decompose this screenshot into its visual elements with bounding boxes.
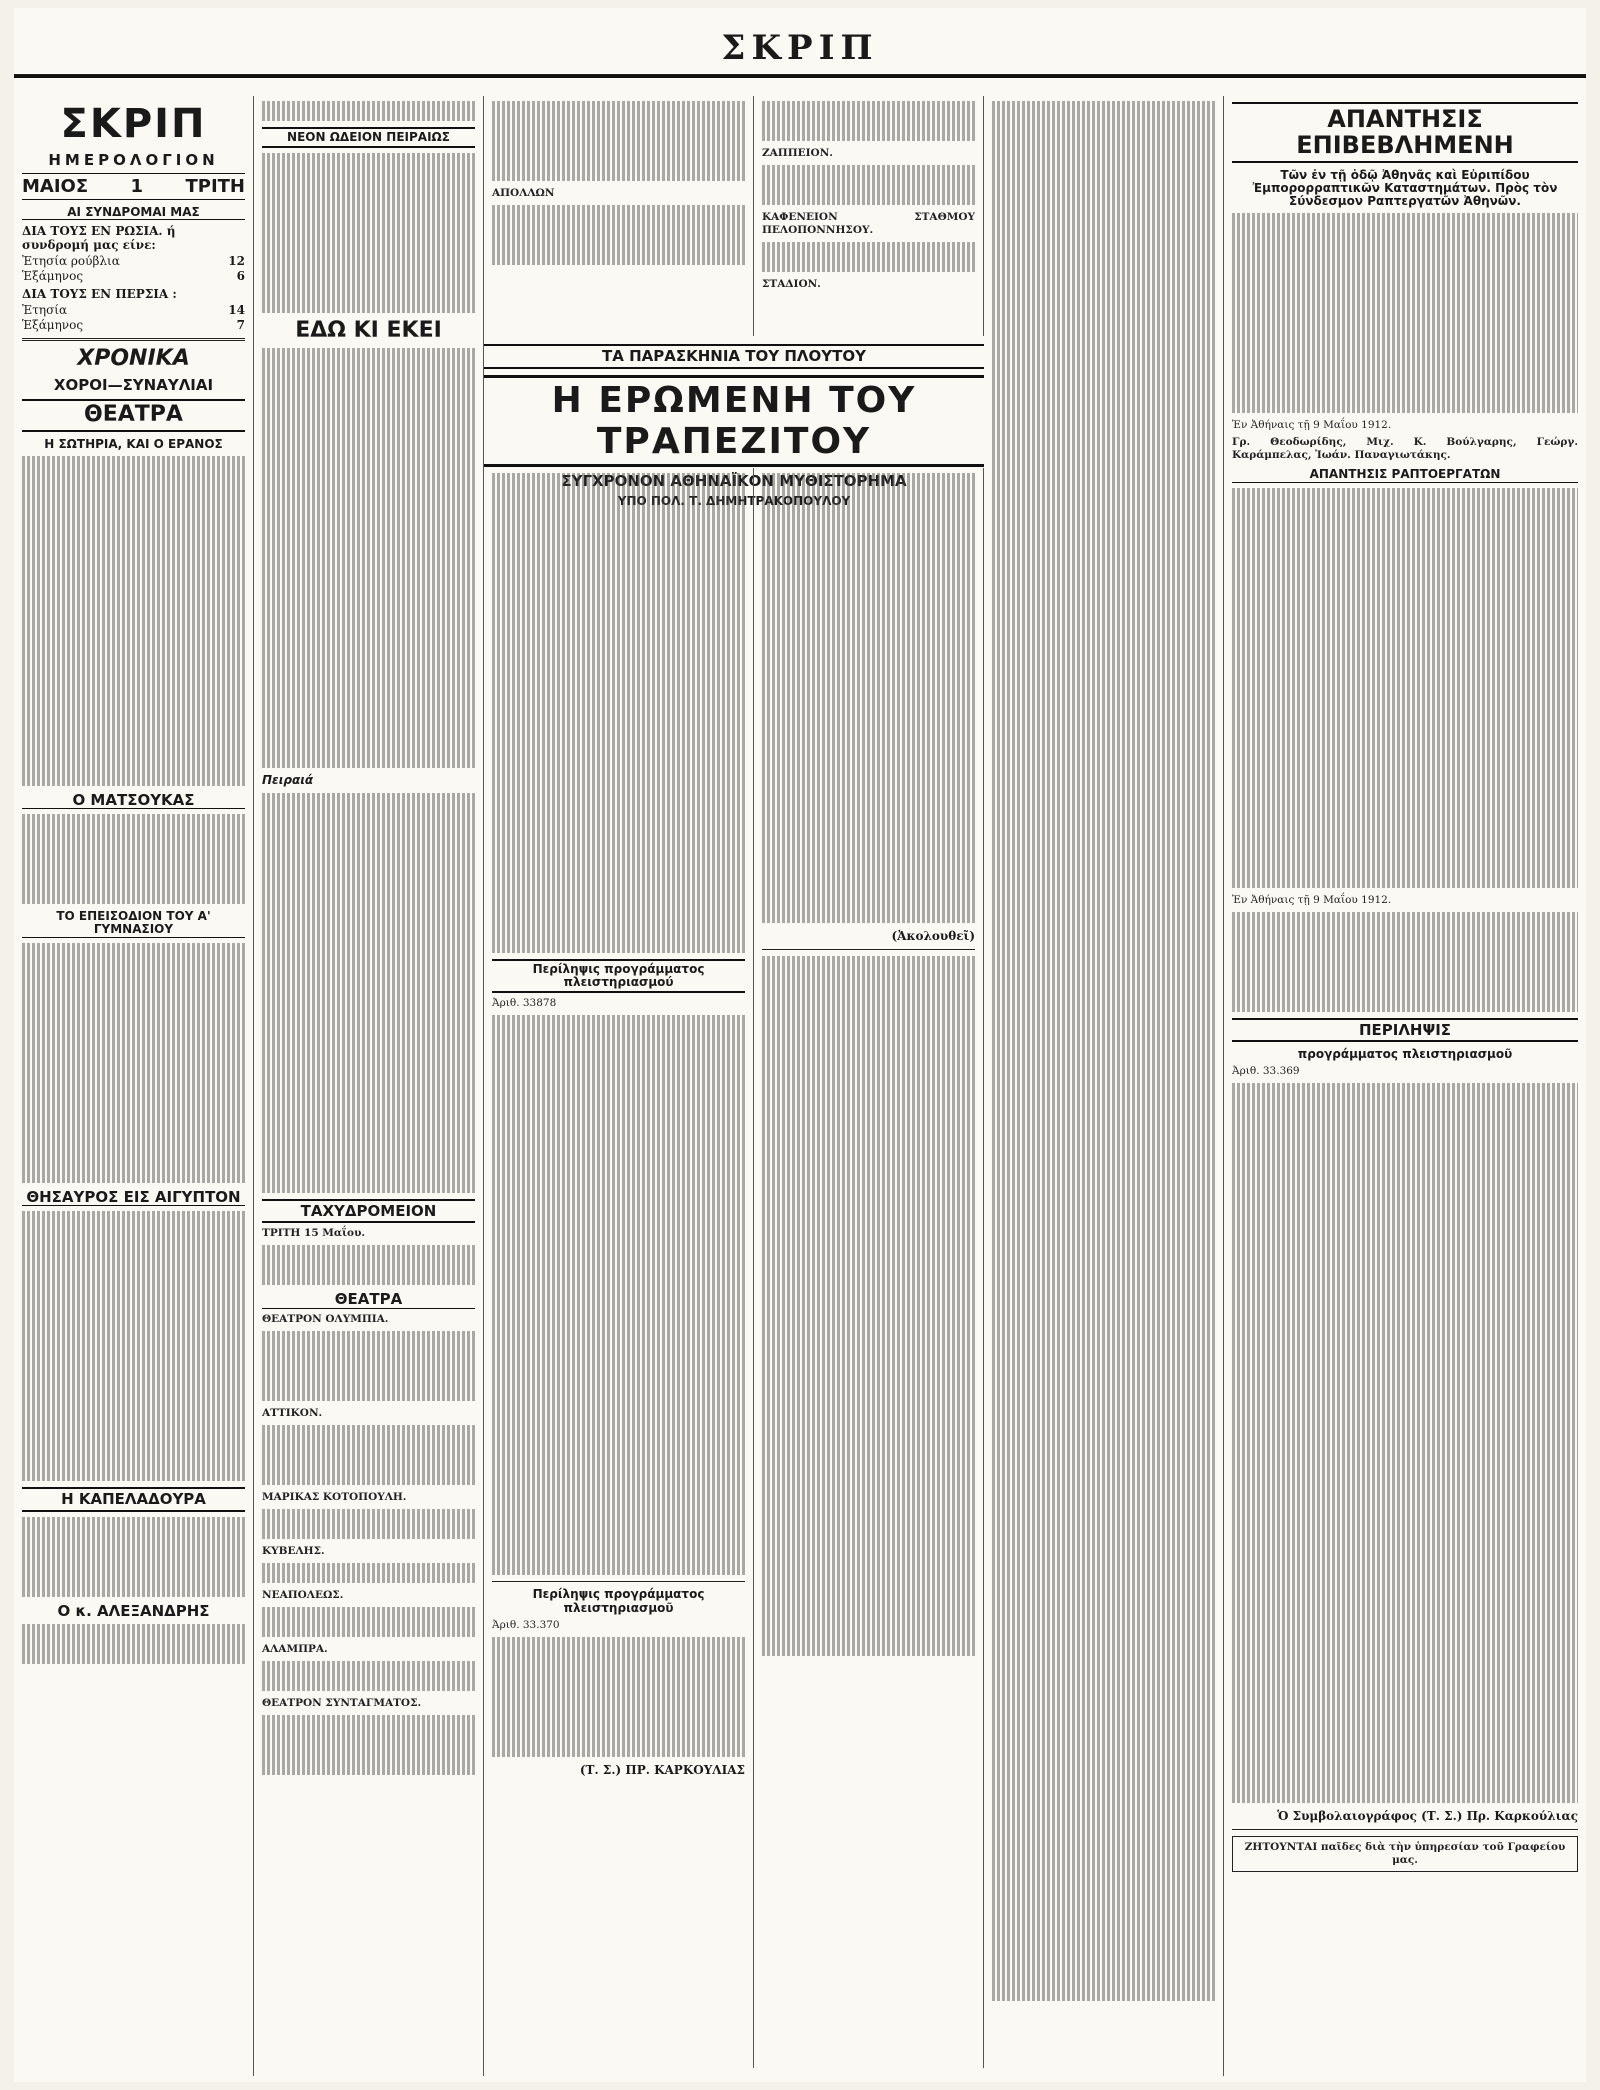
signature-col6: Ὁ Συμβολαιογράφος (Τ. Σ.) Πρ. Καρκούλιας: [1277, 1809, 1578, 1824]
russia-half-row: [22, 269, 245, 283]
perilipsis-sub: προγράμματος πλειστηριασμοῦ: [1297, 1047, 1513, 1062]
russia-half-value: 6: [236, 268, 245, 283]
russia-year-row: [22, 254, 245, 268]
column-6: [1224, 96, 1586, 2076]
arith-2: Ἀριθ. 33.370: [492, 1618, 560, 1631]
divider: [22, 338, 245, 341]
arith: Ἀριθ. 33.369: [1232, 1065, 1300, 1078]
attikon: ΑΤΤΙΚΟΝ.: [262, 1406, 323, 1419]
article-text: [22, 814, 245, 904]
masthead-rule: [14, 74, 1586, 78]
article-text: [262, 1563, 475, 1583]
article-text: [762, 242, 975, 272]
article-text: [262, 348, 475, 768]
persia-label: ΔΙΑ ΤΟΥΣ ΕΝ ΠΕΡΣΙΑ :: [22, 286, 177, 301]
matsoukas-heading: Ο ΜΑΤΣΟΥΚΑΣ: [22, 792, 245, 810]
novel-headline: Η ΕΡΩΜΕΝΗ ΤΟΥ ΤΡΑΠΕΖΙΤΟΥ: [484, 375, 984, 467]
russia-year-label: Ἐτησία ρούβλια: [22, 253, 120, 268]
signers-1: Γρ. Θεοδωρίδης, Μιχ. Κ. Βούλγαρης, Γεώργ. Καράμπελας, Ἰωάν. Παναγιωτάκης.: [1232, 436, 1578, 462]
article-text: [22, 943, 245, 1183]
column-4-top: [754, 96, 984, 336]
continued-label: (Ἀκολουθεῖ): [891, 929, 975, 943]
article-text: [262, 153, 475, 313]
date-row: [22, 173, 245, 200]
masthead-title: ΣΚΡΙΠ: [721, 28, 879, 68]
divider: [492, 1581, 745, 1582]
article-text: [762, 165, 975, 205]
novel-text: [492, 473, 745, 953]
article-text: [992, 101, 1215, 2001]
article-text: [492, 205, 745, 265]
article-text: [262, 793, 475, 1193]
persia-half-row: [22, 318, 245, 332]
thesavros-heading: ΘΗΣΑΥΡΟΣ ΕΙΣ ΑΙΓΥΠΤΟΝ: [22, 1189, 245, 1207]
masthead: [14, 8, 1586, 88]
divider: [762, 949, 975, 950]
chronika-heading: ΧΡΟΝΙΚΑ: [77, 345, 190, 371]
persia-half-label: Ἑξάμηνος: [22, 317, 84, 332]
newspaper-logo: ΣΚΡΙΠ: [60, 101, 207, 147]
article-text: [1232, 912, 1578, 1012]
choroi-heading: ΧΟΡΟΙ—ΣΥΝΑΥΛΙΑΙ: [53, 375, 214, 394]
article-text: [492, 101, 745, 181]
persia-year-label: Ἐτησία: [22, 302, 68, 317]
tachy-day: ΤΡΙΤΗ 15 Μαΐου.: [262, 1227, 366, 1240]
subscriptions-heading: ΑΙ ΣΥΝΔΡΟΜΑΙ ΜΑΣ: [22, 206, 245, 220]
day-number: 1: [130, 175, 144, 197]
column-3-bottom: [484, 468, 754, 2068]
article-text: [262, 1245, 475, 1285]
stadion: ΣΤΑΔΙΟΝ.: [762, 278, 821, 290]
article-text: [492, 1015, 745, 1575]
novel-text: [762, 473, 975, 923]
article-text: [762, 101, 975, 141]
article-text: [262, 1331, 475, 1401]
article-text: [262, 1425, 475, 1485]
peiraias-heading: Πειραιά: [262, 773, 314, 788]
tachydromeion-heading: ΤΑΧΥΔΡΟΜΕΙΟΝ: [262, 1199, 475, 1224]
arith-1: Ἀριθ. 33878: [492, 997, 557, 1010]
theatron-olympia: ΘΕΑΤΡΟΝ ΟΛΥΜΠΙΑ.: [262, 1312, 389, 1325]
article-text: [262, 1715, 475, 1775]
column-4-bottom: [754, 468, 984, 2068]
theatra2-heading: ΘΕΑΤΡΑ: [262, 1291, 475, 1309]
apantisis2-heading: ΑΠΑΝΤΗΣΙΣ ΡΑΠΤΟΕΡΓΑΤΩΝ: [1232, 468, 1578, 482]
edo-ki-ekei-heading: ΕΔΩ ΚΙ ΕΚΕΙ: [295, 318, 442, 344]
zitountai-ad: ΖΗΤΟΥΝΤΑΙ παῖδες διὰ τὴν ὑπηρεσίαν τοῦ Γραφείου μας.: [1232, 1836, 1578, 1872]
date-2: Ἐν Ἀθήναις τῇ 9 Μαΐου 1912.: [1232, 893, 1392, 906]
zappeion: ΖΑΠΠΕΙΟΝ.: [762, 147, 833, 159]
column-2: [254, 96, 484, 2076]
calendar-title: ΗΜΕΡΟΛΟΓΙΟΝ: [48, 151, 219, 169]
article-text: [492, 1637, 745, 1757]
article-text: [762, 956, 975, 1656]
perilipsis-heading: ΠΕΡΙΛΗΨΙΣ: [1232, 1018, 1578, 1043]
article-text: [262, 1607, 475, 1637]
article-text: [1232, 488, 1578, 888]
perilipsis-heading-2: Περίληψις προγράμματος πλειστηριασμοῦ: [532, 1587, 705, 1615]
persia-year-row: [22, 303, 245, 317]
russia-half-label: Ἑξάμηνος: [22, 268, 84, 283]
newspaper-page: [14, 8, 1586, 2082]
odeion-heading: ΝΕΟΝ ΩΔΕΙΟΝ ΠΕΙΡΑΙΩΣ: [262, 127, 475, 148]
date-1: Ἐν Ἀθήναις τῇ 9 Μαΐου 1912.: [1232, 419, 1392, 432]
signature-col3: (Τ. Σ.) ΠΡ. ΚΑΡΚΟΥΛΙΑΣ: [579, 1762, 745, 1777]
novel-kicker: ΤΑ ΠΑΡΑΣΚΗΝΙΑ ΤΟΥ ΠΛΟΥΤΟΥ: [484, 344, 984, 369]
article-text: [262, 101, 475, 121]
column-3-top: [484, 96, 754, 336]
apantisis-headline: ΑΠΑΝΤΗΣΙΣ ΕΠΙΒΕΒΛΗΜΕΝΗ: [1232, 102, 1578, 163]
article-text: [1232, 1083, 1578, 1803]
article-text: [262, 1509, 475, 1539]
article-text: [262, 1661, 475, 1691]
article-text: [22, 1211, 245, 1481]
soteria-heading: Η ΣΩΤΗΡΙΑ, ΚΑΙ Ο ΕΡΑΝΟΣ: [44, 436, 223, 451]
perilipsis-heading-1: Περίληψις προγράμματος πλειστηριασμού: [492, 959, 745, 993]
apantisis-subhead: Τῶν ἐν τῇ ὁδῷ Ἀθηνᾶς καὶ Εὐριπίδου Ἐμπορορραπτικῶν Καταστημάτων. Πρὸς τὸν Σύνδεσμον Ραπτεργατῶν Ἀθηνῶν.: [1252, 167, 1558, 209]
column-1: [14, 96, 254, 2076]
russia-year-value: 12: [228, 253, 245, 268]
apollon: ΑΠΟΛΛΩΝ: [492, 187, 555, 199]
alexandris-heading: Ο κ. ΑΛΕΞΑΝΔΡΗΣ: [57, 1601, 210, 1620]
marikas: ΜΑΡΙΚΑΣ ΚΟΤΟΠΟΥΛΗ.: [262, 1490, 407, 1503]
article-text: [22, 456, 245, 786]
month-label: ΜΑΙΟΣ: [22, 175, 89, 197]
gymnasio-heading: ΤΟ ΕΠΕΙΣΟΔΙΟΝ ΤΟΥ Α' ΓΥΜΝΑΣΙΟΥ: [22, 910, 245, 937]
russia-label: ΔΙΑ ΤΟΥΣ ΕΝ ΡΩΣΙΑ. ή συνδρομή μας είνε:: [22, 223, 176, 252]
kafeneion: ΚΑΦΕΝΕΙΟΝ ΣΤΑΘΜΟΥ ΠΕΛΟΠΟΝΝΗΣΟΥ.: [762, 211, 975, 236]
novel-subhead: ΣΥΓΧΡΟΝΟΝ ΑΘΗΝΑΪΚΟΝ ΜΥΘΙΣΤΟΡΗΜΑ: [561, 471, 907, 490]
kyvelis: ΚΥΒΕΛΗΣ.: [262, 1544, 325, 1557]
neapoleos: ΝΕΑΠΟΛΕΩΣ.: [262, 1588, 344, 1601]
persia-year-value: 14: [228, 302, 245, 317]
article-text: [1232, 213, 1578, 413]
weekday-label: ΤΡΙΤΗ: [185, 175, 245, 197]
article-text: [22, 1624, 245, 1664]
novel-author: ΥΠΟ ΠΟΛ. Τ. ΔΗΜΗΤΡΑΚΟΠΟΥΛΟΥ: [617, 494, 851, 508]
divider: [1232, 1829, 1578, 1830]
article-text: [22, 1517, 245, 1597]
kapeladoura-heading: Η ΚΑΠΕΛΑΔΟΥΡΑ: [22, 1487, 245, 1512]
theatra-heading: ΘΕΑΤΡΑ: [22, 399, 245, 431]
alamra: ΑΛΑΜΠΡΑ.: [262, 1642, 328, 1655]
column-5: [984, 96, 1224, 2076]
syntagmatos: ΘΕΑΤΡΟΝ ΣΥΝΤΑΓΜΑΤΟΣ.: [262, 1696, 422, 1709]
persia-half-value: 7: [236, 317, 245, 332]
